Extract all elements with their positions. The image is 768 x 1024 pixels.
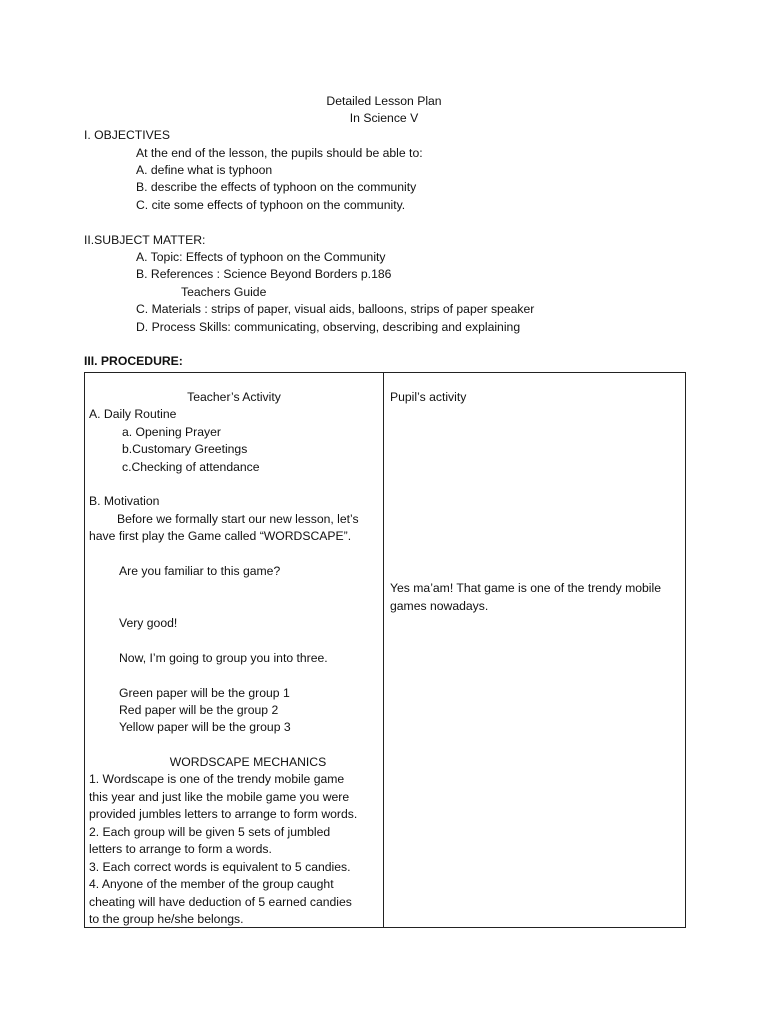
subject-matter-topic: A. Topic: Effects of typhoon on the Community bbox=[136, 250, 386, 264]
procedure-heading: III. PROCEDURE: bbox=[84, 354, 183, 368]
motivation-text: have first play the Game called “WORDSCAPE”. bbox=[89, 529, 352, 543]
document-subtitle: In Science V bbox=[349, 111, 419, 125]
subject-matter-process-skills: D. Process Skills: communicating, observing, describing and explaining bbox=[136, 320, 521, 334]
motivation-label: B. Motivation bbox=[89, 494, 160, 508]
mechanics-line: provided jumbles letters to arrange to form words. bbox=[89, 807, 358, 821]
mechanics-line: 2. Each group will be given 5 sets of jumbled bbox=[89, 825, 331, 839]
mechanics-line: to the group he/she belongs. bbox=[89, 912, 244, 926]
group-assignment: Yellow paper will be the group 3 bbox=[119, 720, 291, 734]
mechanics-line: 4. Anyone of the member of the group caught bbox=[89, 877, 334, 891]
group-assignment: Red paper will be the group 2 bbox=[119, 703, 279, 717]
objectives-intro: At the end of the lesson, the pupils should be able to: bbox=[136, 146, 423, 160]
objective-item: C. cite some effects of typhoon on the community. bbox=[136, 198, 406, 212]
teacher-praise: Very good! bbox=[119, 616, 178, 630]
mechanics-line: 3. Each correct words is equivalent to 5 candies. bbox=[89, 860, 351, 874]
subject-matter-materials: C. Materials : strips of paper, visual aids, balloons, strips of paper speaker bbox=[136, 302, 535, 316]
mechanics-line: 1. Wordscape is one of the trendy mobile game bbox=[89, 772, 345, 786]
objective-item: A. define what is typhoon bbox=[136, 163, 273, 177]
motivation-text: Before we formally start our new lesson, let’s bbox=[117, 512, 359, 526]
pupil-activity-header: Pupil’s activity bbox=[390, 390, 467, 404]
mechanics-line: this year and just like the mobile game you were bbox=[89, 790, 350, 804]
mechanics-line: letters to arrange to form a words. bbox=[89, 842, 272, 856]
document-title: Detailed Lesson Plan bbox=[326, 94, 442, 108]
daily-routine-label: A. Daily Routine bbox=[89, 407, 177, 421]
objective-item: B. describe the effects of typhoon on the community bbox=[136, 180, 417, 194]
mechanics-title: WORDSCAPE MECHANICS bbox=[169, 755, 327, 769]
teacher-grouping: Now, I’m going to group you into three. bbox=[119, 651, 328, 665]
objectives-heading: I. OBJECTIVES bbox=[84, 128, 171, 142]
routine-item: a. Opening Prayer bbox=[122, 425, 221, 439]
mechanics-line: cheating will have deduction of 5 earned candies bbox=[89, 895, 352, 909]
subject-matter-heading: II.SUBJECT MATTER: bbox=[84, 233, 206, 247]
pupil-answer: games nowadays. bbox=[390, 599, 489, 613]
group-assignment: Green paper will be the group 1 bbox=[119, 686, 290, 700]
routine-item: b.Customary Greetings bbox=[122, 442, 248, 456]
pupil-answer: Yes ma’am! That game is one of the trendy mobile bbox=[390, 581, 661, 595]
routine-item: c.Checking of attendance bbox=[122, 460, 260, 474]
pupil-activity-column bbox=[384, 373, 686, 928]
subject-matter-references: B. References : Science Beyond Borders p.186 bbox=[136, 267, 392, 281]
teacher-question: Are you familiar to this game? bbox=[119, 564, 281, 578]
teacher-activity-column bbox=[85, 373, 384, 928]
subject-matter-references-cont: Teachers Guide bbox=[181, 285, 267, 299]
procedure-table bbox=[84, 372, 686, 928]
teacher-activity-header: Teacher’s Activity bbox=[187, 390, 281, 404]
